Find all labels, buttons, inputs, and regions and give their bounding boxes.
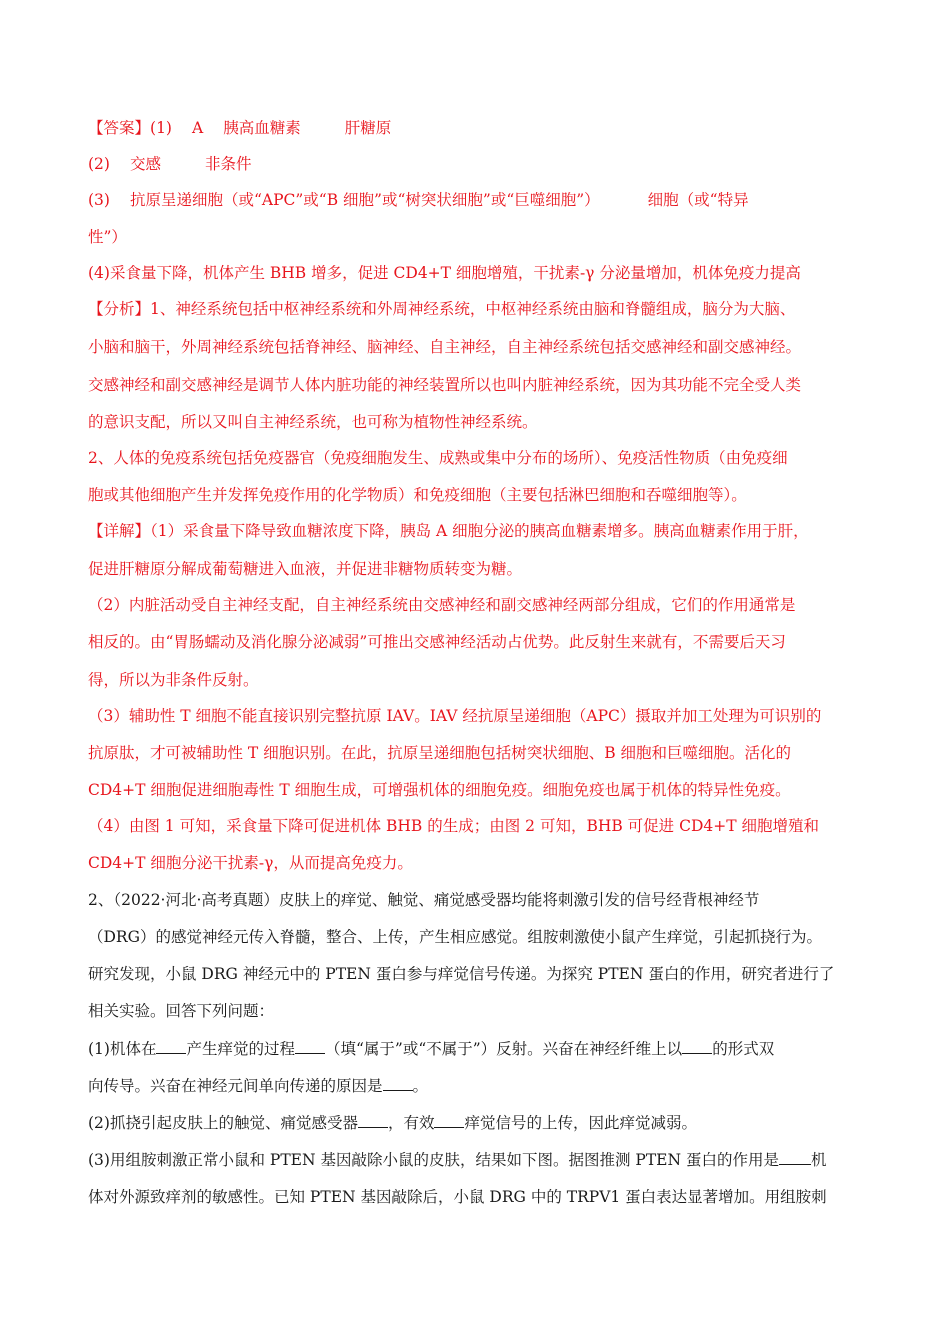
answer-line-5: (4)采食量下降，机体产生 BHB 增多，促进 CD4+T 细胞增殖，干扰素-γ 分泌量增加，机体免疫力提高: [88, 264, 801, 282]
answer-q1-a1: A: [191, 119, 204, 137]
answer-line-1: [88, 117, 391, 139]
q1-text-a: (1)机体在: [88, 1040, 157, 1058]
answer-line-2: [88, 153, 252, 175]
analysis-tag: 【分析】: [88, 300, 151, 318]
question-intro-line-4: 相关实验。回答下列问题：: [88, 1002, 275, 1020]
answer-tag: 【答案】: [88, 119, 151, 137]
answer-q1-number: (1): [150, 119, 172, 137]
question-1-line-1: [88, 1038, 774, 1060]
q2-text-a: (2)抓挠引起皮肤上的触觉、痛觉感受器: [88, 1114, 358, 1132]
detail-line-8: CD4+T 细胞促进细胞毒性 T 细胞生成，可增强机体的细胞免疫。细胞免疫也属于机体的特异性免疫。: [88, 781, 791, 799]
question-3-line-2: 体对外源致痒剂的敏感性。已知 PTEN 基因敲除后，小鼠 DRG 中的 TRPV1 蛋白表达显著增加。用组胺刺: [88, 1188, 827, 1206]
answer-q1-a2: 胰高血糖素: [223, 119, 301, 137]
q3-text-b: 机: [810, 1151, 827, 1169]
detail-tag: 【详解】: [88, 522, 151, 540]
analysis-line-6: 胞或其他细胞产生并发挥免疫作用的化学物质）和免疫细胞（主要包括淋巴细胞和吞噬细胞等）。: [88, 486, 747, 504]
q2-text-b: ，有效: [387, 1114, 435, 1132]
question-3-line-1: [88, 1149, 826, 1171]
analysis-line-2: 小脑和脑干，外周神经系统包括脊神经、脑神经、自主神经，自主神经系统包括交感神经和副交感神经。: [88, 338, 802, 356]
detail-line-3: （2）内脏活动受自主神经支配，自主神经系统由交感神经和副交感神经两部分组成，它们的作用通常是: [88, 596, 796, 614]
answer-blank[interactable]: [156, 1039, 186, 1054]
answer-q2-a2: 非条件: [204, 155, 252, 173]
answer-q3-a1: 抗原呈递细胞（或“APC”或“B 细胞”或“树突状细胞”或“巨噬细胞”）: [129, 191, 600, 209]
answer-q2-a1: 交感: [129, 155, 161, 173]
analysis-text: 1、神经系统包括中枢神经系统和外周神经系统，中枢神经系统由脑和脊髓组成，脑分为大脑、: [150, 300, 796, 318]
q1-text-c: （填“属于”或“不属于”）反射。兴奋在神经纤维上以: [324, 1040, 683, 1058]
answer-blank[interactable]: [295, 1039, 325, 1054]
answer-q3-number: (3): [88, 191, 110, 209]
answer-blank[interactable]: [779, 1150, 811, 1165]
answer-blank[interactable]: [682, 1039, 712, 1054]
analysis-line-1: [88, 298, 795, 320]
answer-blank[interactable]: [358, 1113, 388, 1128]
detail-line-1: [88, 520, 809, 542]
q1-text-d: 的形式双: [712, 1040, 775, 1058]
q1-text-f: 。: [412, 1077, 429, 1095]
question-intro-line-1: 2、（2022·河北·高考真题）皮肤上的痒觉、触觉、痛觉感受器均能将刺激引发的信号经背根神经节: [88, 891, 760, 909]
detail-line-4: 相反的。由“胃肠蠕动及消化腺分泌减弱”可推出交感神经活动占优势。此反射生来就有，不需要后天习: [88, 633, 786, 651]
answer-q1-a3: 肝糖原: [344, 119, 392, 137]
analysis-line-5: 2、人体的免疫系统包括免疫器官（免疫细胞发生、成熟或集中分布的场所）、免疫活性物质（由免疫细: [88, 449, 788, 467]
question-2-line: [88, 1112, 697, 1134]
detail-line-5: 得，所以为非条件反射。: [88, 671, 259, 689]
answer-q2-number: (2): [88, 155, 110, 173]
detail-line-7: 抗原肽，才可被辅助性 T 细胞识别。在此，抗原呈递细胞包括树突状细胞、B 细胞和巨噬细胞。活化的: [88, 744, 792, 762]
answer-blank[interactable]: [383, 1076, 413, 1091]
q1-text-e: 向传导。兴奋在神经元间单向传递的原因是: [88, 1077, 383, 1095]
question-intro-line-2: （DRG）的感觉神经元传入脊髓，整合、上传，产生相应感觉。组胺刺激使小鼠产生痒觉，引起抓挠行为。: [88, 928, 822, 946]
detail-line-10: CD4+T 细胞分泌干扰素-γ，从而提高免疫力。: [88, 854, 413, 872]
answer-q3-a2: 细胞（或“特异: [647, 191, 749, 209]
answer-line-3: [88, 189, 749, 211]
answer-line-4: 性”）: [88, 228, 127, 246]
q2-text-c: 痒觉信号的上传，因此痒觉减弱。: [464, 1114, 697, 1132]
detail-line-6: （3）辅助性 T 细胞不能直接识别完整抗原 IAV。IAV 经抗原呈递细胞（APC）摄取并加工处理为可识别的: [88, 707, 822, 725]
question-1-line-2: [88, 1075, 428, 1097]
analysis-line-4: 的意识支配，所以又叫自主神经系统，也可称为植物性神经系统。: [88, 413, 538, 431]
detail-line-9: （4）由图 1 可知，采食量下降可促进机体 BHB 的生成；由图 2 可知，BHB 可促进 CD4+T 细胞增殖和: [88, 817, 820, 835]
q1-text-b: 产生痒觉的过程: [186, 1040, 295, 1058]
question-intro-line-3: 研究发现，小鼠 DRG 神经元中的 PTEN 蛋白参与痒觉信号传递。为探究 PTEN 蛋白的作用，研究者进行了: [88, 965, 835, 983]
answer-blank[interactable]: [434, 1113, 464, 1128]
q3-text-a: (3)用组胺刺激正常小鼠和 PTEN 基因敲除小鼠的皮肤，结果如下图。据图推测 PTEN 蛋白的作用是: [88, 1151, 779, 1169]
analysis-line-3: 交感神经和副交感神经是调节人体内脏功能的神经装置所以也叫内脏神经系统，因为其功能不完全受人类: [88, 376, 802, 394]
detail-line-2: 促进肝糖原分解成葡萄糖进入血液，并促进非糖物质转变为糖。: [88, 560, 523, 578]
detail-text: （1）采食量下降导致血糖浓度下降，胰岛 A 细胞分泌的胰高血糖素增多。胰高血糖素作用于肝，: [150, 522, 809, 540]
